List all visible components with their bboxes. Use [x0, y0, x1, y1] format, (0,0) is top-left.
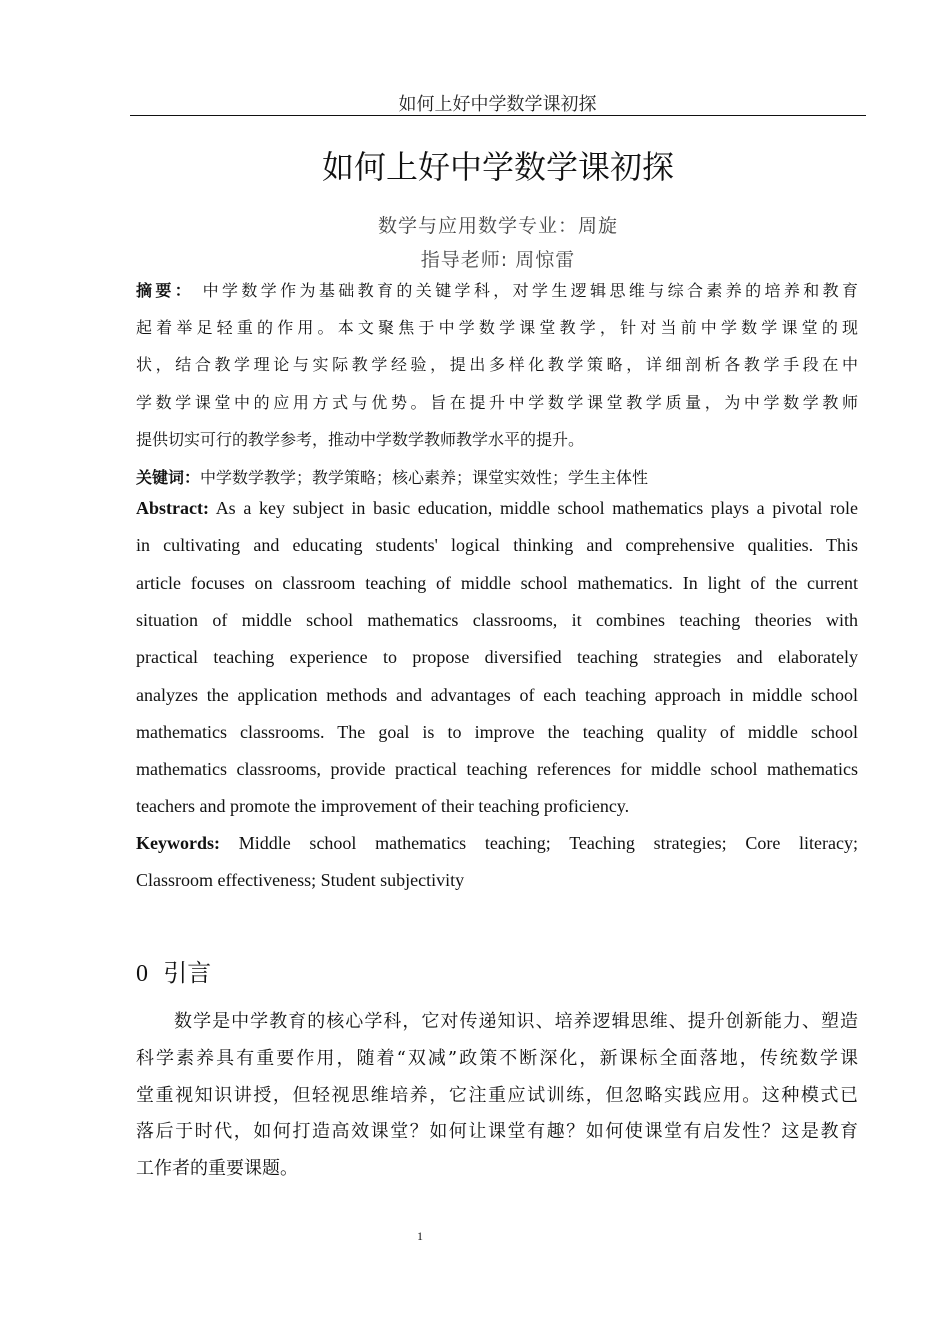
line-text: Classroom effectiveness; Student subjectivity	[136, 870, 465, 891]
text-line	[136, 1154, 858, 1180]
text-line	[136, 796, 858, 817]
section-number: 0	[136, 961, 148, 987]
text-line	[136, 498, 858, 519]
section-label: 摘要：	[136, 281, 195, 300]
paper-title: 如何上好中学数学课初探	[321, 148, 674, 186]
section-heading	[136, 953, 211, 988]
line-text: 落后于时代，如何打造高效课堂？如何让课堂有趣？如何使课堂有启发性？这是教育	[136, 1121, 858, 1143]
line-text: 起着举足轻重的作用。本文聚焦于中学数学课堂教学，针对当前中学数学课堂的现	[136, 318, 858, 338]
line-text: 科学素养具有重要作用，随着“双减”政策不断深化，新课标全面落地，传统数学课	[136, 1047, 858, 1069]
advisor-line: 指导老师: 周惊雷	[420, 249, 576, 271]
keywords-cn	[136, 465, 858, 488]
keywords-cn-text: 中学数学教学；教学策略；核心素养；课堂实效性；学生主体性	[200, 468, 649, 487]
page-number: 1	[417, 1229, 423, 1243]
line-text: 提供切实可行的教学参考，推动中学数学教师教学水平的提升。	[136, 429, 585, 449]
text-line	[136, 1007, 858, 1033]
line-text: teachers and promote the improvement of their teaching proficiency.	[136, 796, 630, 817]
text-line	[136, 833, 858, 854]
text-line	[136, 870, 858, 891]
text-line	[136, 278, 858, 301]
text-line	[136, 573, 858, 594]
keywords-cn-label: 关键词：	[136, 468, 201, 487]
line-text: 学数学课堂中的应用方式与优势。旨在提升中学数学课堂教学质量，为中学数学教师	[136, 392, 858, 412]
text-line	[136, 722, 858, 743]
author-line: 数学与应用数学专业：周旋	[377, 215, 618, 237]
section-label: Abstract:	[136, 498, 209, 518]
header-rule	[130, 115, 866, 116]
running-header: 如何上好中学数学课初探	[398, 94, 597, 115]
text-line	[136, 427, 858, 450]
line-text: 中学数学作为基础教育的关键学科，对学生逻辑思维与综合素养的培养和教育	[202, 281, 858, 300]
section-label: Keywords:	[136, 833, 220, 853]
text-line	[136, 1081, 858, 1107]
text-line	[136, 315, 858, 338]
line-text: mathematics classrooms. The goal is to improve the teaching quality of middle school	[136, 721, 858, 742]
text-line	[136, 759, 858, 780]
text-line	[136, 1044, 858, 1070]
line-text: As a key subject in basic education, middle school mathematics plays a pivotal role	[215, 498, 858, 518]
text-line	[136, 610, 858, 631]
line-text: 堂重视知识讲授，但轻视思维培养，它注重应试训练，但忽略实践应用。这种模式已	[136, 1084, 858, 1106]
text-line	[136, 352, 858, 375]
line-text: situation of middle school mathematics classrooms, it combines teaching theories with	[136, 609, 858, 630]
line-text: 工作者的重要课题。	[136, 1158, 298, 1180]
text-line	[136, 647, 858, 668]
line-text: in cultivating and educating students' logical thinking and comprehensive qualities. This	[136, 535, 858, 556]
line-text: Middle school mathematics teaching; Teaching strategies; Core literacy;	[238, 833, 858, 853]
line-text: mathematics classrooms, provide practical teaching references for middle school mathematics	[136, 759, 858, 780]
line-text: article focuses on classroom teaching of middle school mathematics. In light of the current	[136, 572, 858, 593]
text-line	[136, 535, 858, 556]
text-line	[136, 685, 858, 706]
text-line	[136, 390, 858, 413]
line-text: analyzes the application methods and advantages of each teaching approach in middle school	[136, 684, 858, 705]
text-line	[136, 1117, 858, 1143]
line-text: practical teaching experience to propose diversified teaching strategies and elaborately	[136, 647, 858, 668]
line-text: 状，结合教学理论与实际教学经验，提出多样化教学策略，详细剖析各教学手段在中	[136, 355, 858, 375]
line-text: 数学是中学教育的核心学科，它对传递知识、培养逻辑思维、提升创新能力、塑造	[136, 1011, 858, 1032]
section-title: 引言	[163, 959, 212, 987]
